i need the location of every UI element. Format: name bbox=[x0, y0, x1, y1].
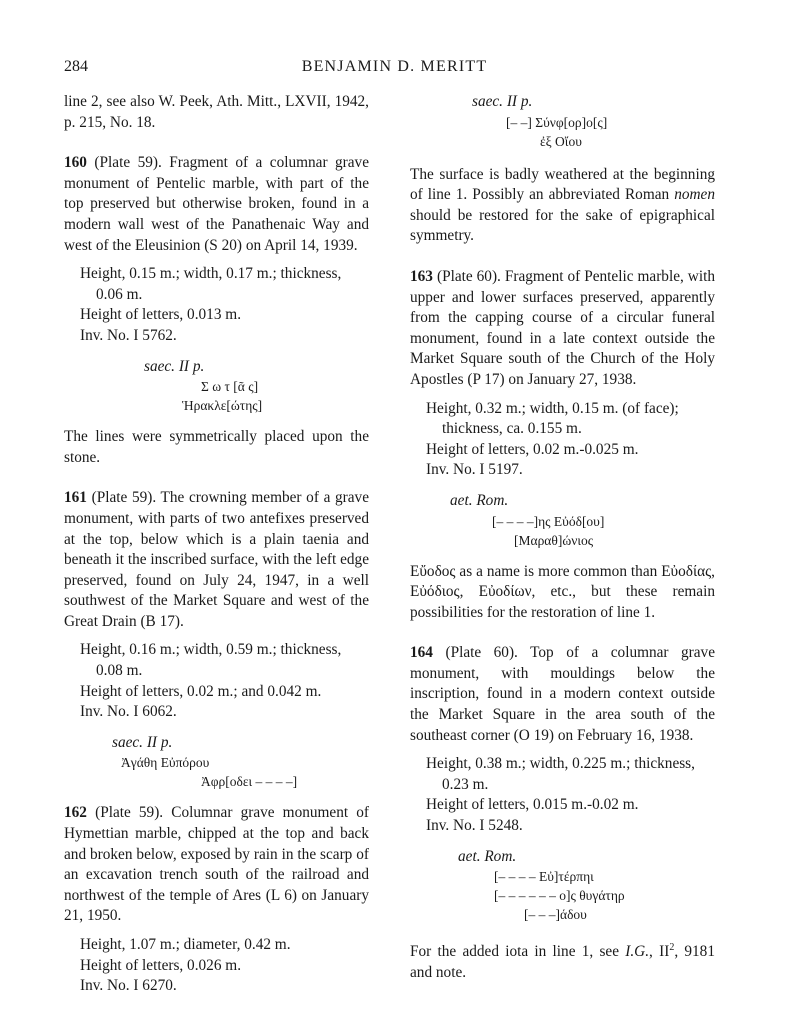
entry-162-note: The surface is badly weathered at the beginning of line 1. Possibly an abbreviated Roman nomen should be restored for the sake of epigraphical symmetry. bbox=[410, 165, 715, 245]
entry-160-measurements: Height, 0.15 m.; width, 0.17 m.; thickness, 0.06 m. Height of letters, 0.013 m. Inv. No. I 5762. bbox=[80, 265, 342, 344]
running-title: BENJAMIN D. MERITT bbox=[301, 58, 488, 75]
inscription-line: Ἀγάθη Εὐπόρου bbox=[121, 755, 210, 771]
page-number: 284 bbox=[64, 58, 88, 75]
entry-162-description: 162 (Plate 59). Columnar grave monument of Hymettian marble, chipped at the top and back and broken below, exposed by rain in the scarp of an excavation trench south of the railroad and northwest of the temple of Ares (L 6) on January 21, 1950. bbox=[64, 804, 369, 925]
entry-161-measurements: Height, 0.16 m.; width, 0.59 m.; thickness, 0.08 m. Height of letters, 0.02 m.; and 0.042 m. Inv. No. I 6062. bbox=[80, 641, 342, 721]
intro-text: line 2, see also W. Peek, Ath. Mitt., LXVII, 1942, p. 215, No. 18. bbox=[64, 93, 369, 131]
entry-163-note: Εὔοδος as a name is more common than Εὐοδίας, Εὐόδιος, Εὐοδίων, etc., but these remain possibilities for the restoration of line 1. bbox=[410, 562, 715, 621]
inscription-line: [– – – –]ης Εὐόδ[ου] bbox=[492, 513, 605, 529]
entry-163-date: aet. Rom. bbox=[450, 491, 509, 509]
left-column bbox=[64, 92, 369, 997]
inscription-line: [– – – – – – ο]ς θυγάτηρ bbox=[494, 888, 625, 904]
entry-164-date: aet. Rom. bbox=[458, 847, 517, 865]
entry-163-description: 163 (Plate 60). Fragment of Pentelic marble, with upper and lower surfaces preserved, apparently from the capping course of a circular funeral monument, found in a late context outside the Market Square south of the Church of the Holy Apostles (P 17) on January 27, 1938. bbox=[410, 267, 715, 388]
inscription-line: [– –] Σύνφ[ορ]ο[ς] bbox=[506, 114, 608, 130]
entry-number: 163 bbox=[410, 267, 433, 285]
entry-number: 164 bbox=[410, 644, 433, 662]
inscription-line: [– – –]άδου bbox=[524, 907, 587, 923]
inscription-line: Ἀφρ[οδει – – – –] bbox=[201, 774, 298, 790]
inscription-line: [Μαραθ]ώνιος bbox=[514, 532, 594, 548]
entry-number: 162 bbox=[64, 804, 87, 822]
entry-number: 161 bbox=[64, 489, 87, 507]
page-header bbox=[64, 58, 725, 82]
inscription-line: Σ ω τ [ᾶ ς] bbox=[201, 379, 259, 395]
inscription-line: Ἡρακλε[ώτης] bbox=[182, 398, 263, 414]
entry-160-note: The lines were symmetrically placed upon the stone. bbox=[64, 428, 369, 466]
entry-161-date: saec. II p. bbox=[112, 733, 173, 751]
entry-160-date: saec. II p. bbox=[144, 357, 205, 375]
entry-161-description: 161 (Plate 59). The crowning member of a grave monument, with parts of two antefixes preserved at the top, below which is a plain taenia and beneath it the inscribed surface, with the left edge preserved, found on July 24, 1947, in a well southwest of the Market Square and west of the Great Drain (B 17). bbox=[64, 489, 369, 630]
entry-164-description: 164 (Plate 60). Top of a columnar grave monument, with mouldings below the inscription, found in a modern context outside the Market Square in the area south of the southeast corner (O 19) on February 16, 1938. bbox=[410, 644, 715, 744]
right-column bbox=[410, 92, 715, 984]
entry-number: 160 bbox=[64, 154, 87, 172]
entry-162-date: saec. II p. bbox=[472, 93, 533, 110]
entry-160-description: 160 (Plate 59). Fragment of a columnar grave monument of Pentelic marble, with part of the top preserved but otherwise broken, found in a modern wall west of the Panathenaic Way and west of the Eleusinion (S 20) on April 14, 1939. bbox=[64, 154, 369, 254]
entry-162-measurements: Height, 1.07 m.; diameter, 0.42 m. Height of letters, 0.026 m. Inv. No. I 6270. bbox=[80, 936, 291, 995]
entry-163-measurements: Height, 0.32 m.; width, 0.15 m. (of face); thickness, ca. 0.155 m. Height of letters, 0.02 m.-0.025 m. Inv. No. I 5197. bbox=[426, 399, 679, 479]
entry-164-measurements: Height, 0.38 m.; width, 0.225 m.; thickness, 0.23 m. Height of letters, 0.015 m.-0.02 m. Inv. No. I 5248. bbox=[426, 755, 695, 835]
inscription-line: ἐξ Οἴου bbox=[540, 133, 582, 149]
entry-164-note: For the added iota in line 1, see I.G., $II^2$, 9181 and note. bbox=[410, 942, 715, 981]
inscription-line: [– – – – Εὐ]τέρπηι bbox=[494, 869, 594, 885]
